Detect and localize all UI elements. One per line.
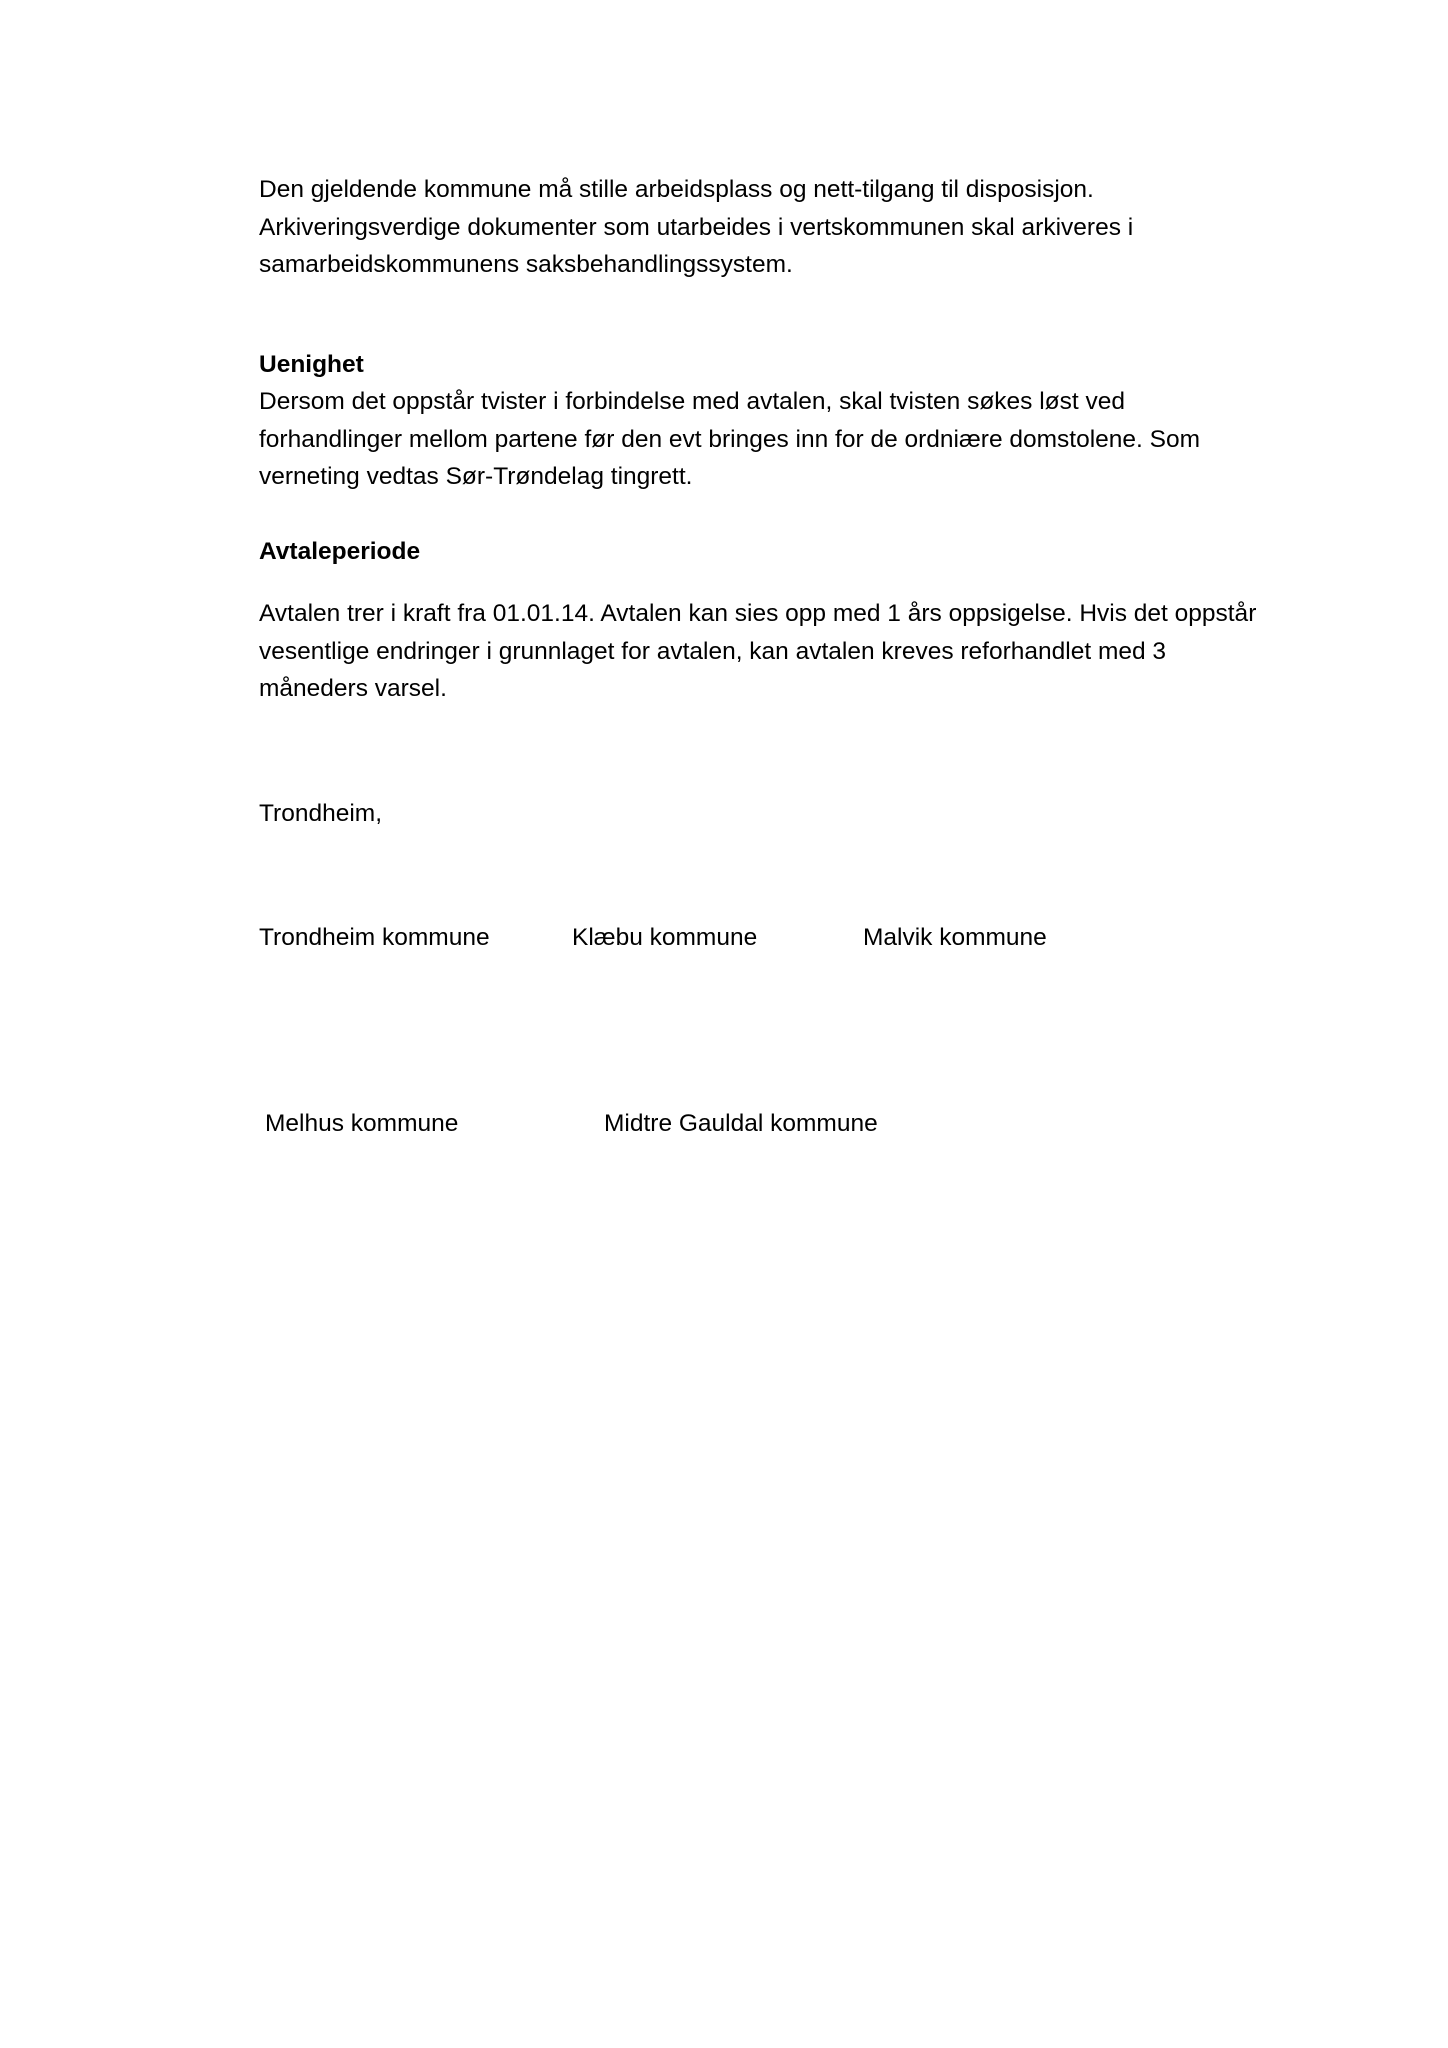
- agreement-period-line: måneders varsel.: [259, 675, 447, 702]
- intro-paragraph: [259, 171, 1289, 284]
- disagreement-paragraph: [259, 383, 1289, 496]
- disagreement-line: verneting vedtas Sør-Trøndelag tingrett.: [259, 463, 693, 490]
- place-line: Trondheim,: [259, 800, 383, 827]
- agreement-period-heading: Avtaleperiode: [259, 538, 421, 565]
- agreement-period-paragraph: [259, 595, 1289, 708]
- agreement-period-line: vesentlige endringer i grunnlaget for avtalen, kan avtalen kreves reforhandlet med 3: [259, 637, 1167, 665]
- intro-line: Den gjeldende kommune må stille arbeidsplass og nett-tilgang til disposisjon.: [259, 176, 1094, 203]
- signatory-midtre-gauldal: Midtre Gauldal kommune: [604, 1110, 878, 1137]
- disagreement-line: forhandlinger mellom partene før den evt bringes inn for de ordniære domstolene. Som: [259, 425, 1201, 453]
- intro-line: samarbeidskommunens saksbehandlingssystem.: [259, 251, 793, 278]
- signatory-trondheim: Trondheim kommune: [259, 924, 490, 951]
- disagreement-line: Dersom det oppstår tvister i forbindelse med avtalen, skal tvisten søkes løst ved: [259, 388, 1126, 415]
- disagreement-heading: Uenighet: [259, 351, 364, 378]
- signatory-klaebu: Klæbu kommune: [572, 924, 758, 951]
- intro-line: Arkiveringsverdige dokumenter som utarbeides i vertskommunen skal arkiveres i: [259, 213, 1134, 241]
- agreement-period-line: Avtalen trer i kraft fra 01.01.14. Avtalen kan sies opp med 1 års oppsigelse. Hvis det oppstår: [259, 600, 1257, 627]
- signatory-malvik: Malvik kommune: [863, 924, 1047, 951]
- signatory-melhus: Melhus kommune: [265, 1110, 459, 1137]
